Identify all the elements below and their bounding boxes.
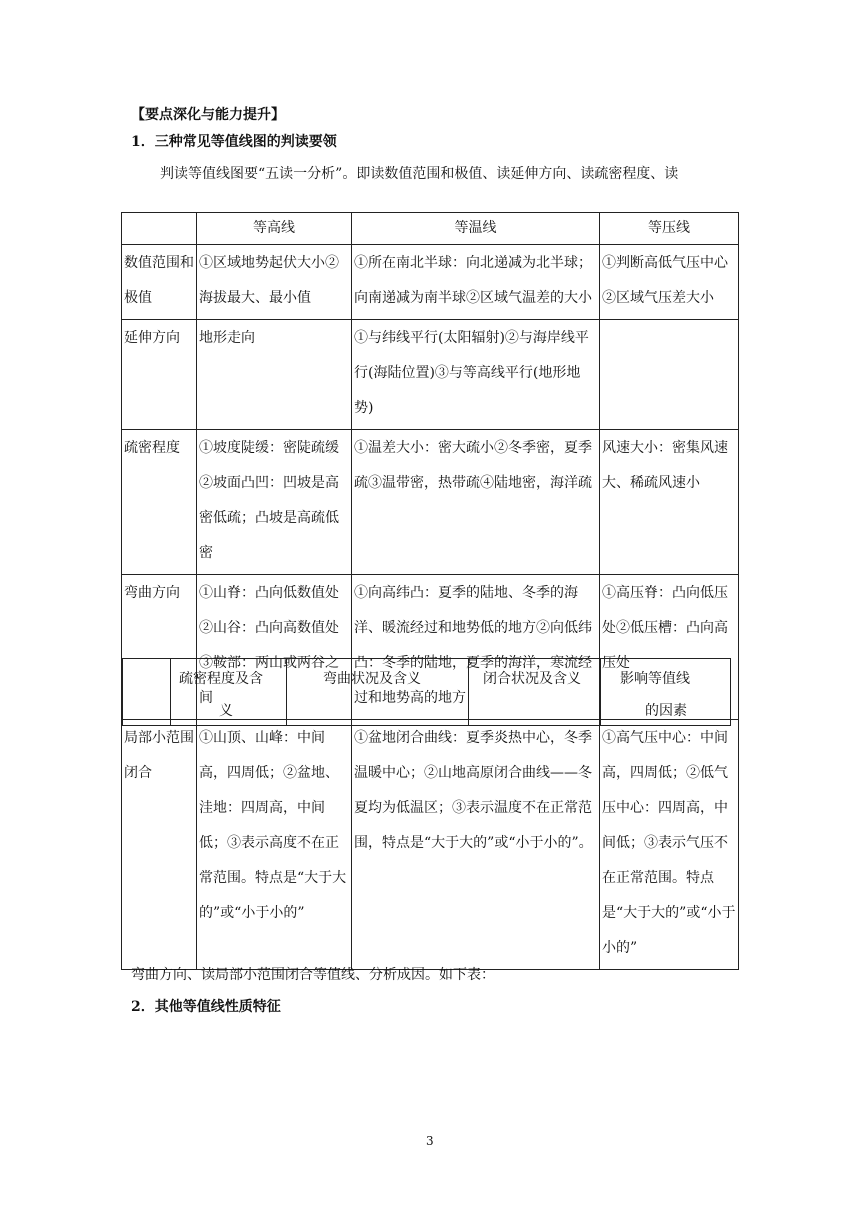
cell-contour: 地形走向 xyxy=(197,320,352,430)
table-row xyxy=(122,720,739,970)
row-label: 局部小范围闭合 xyxy=(122,720,197,970)
overlay-col1-label-cont: 义 xyxy=(219,703,233,719)
section-heading: 【要点深化与能力提升】 xyxy=(131,107,285,123)
cell-isotherm: ①与纬线平行(太阳辐射)②与海岸线平行(海陆位置)③与等高线平行(地形地势) xyxy=(352,320,600,430)
cell-isotherm: ①所在南北半球：向北递减为北半球；向南递减为南半球②区域气温差的大小 xyxy=(352,245,600,320)
row-label: 延伸方向 xyxy=(122,320,197,430)
header-isobar: 等压线 xyxy=(600,213,739,245)
overlay-col1-label: 疏密程度及含 xyxy=(179,671,263,687)
item2-heading: 2．其他等值线性质特征 xyxy=(131,999,281,1015)
after-table-paragraph: 弯曲方向、读局部小范围闭合等值线、分析成因。如下表： xyxy=(131,967,495,983)
header-isotherm: 等温线 xyxy=(352,213,600,245)
cell-contour: ①山脊：凸向低数值处②山谷：凸向高数值处③鞍部：两山或两谷之间 xyxy=(197,575,352,720)
overlay-col3-label: 闭合状况及含义 xyxy=(483,671,581,687)
cell-contour: ①坡度陡缓：密陡疏缓②坡面凸凹：凹坡是高密低疏；凸坡是高疏低密 xyxy=(197,430,352,575)
header-blank xyxy=(122,213,197,245)
overlay-divider xyxy=(468,659,469,725)
cell-isotherm: ①盆地闭合曲线：夏季炎热中心，冬季温暖中心；②山地高原闭合曲线——冬夏均为低温区；③表示温度不在正常范围，特点是“大于大的”或“小于小的”。 xyxy=(352,720,600,970)
cell-isobar: ①高气压中心：中间高，四周低；②低气压中心：四周高，中间低；③表示气压不在正常范围。特点是“大于大的”或“小于小的” xyxy=(600,720,739,970)
overlay-col2-label: 弯曲状况及含义 xyxy=(323,671,421,687)
table-header-row xyxy=(122,213,739,245)
row-label: 数值范围和极值 xyxy=(122,245,197,320)
cell-contour: ①山顶、山峰：中间高，四周低；②盆地、洼地：四周高，中间低；③表示高度不在正常范围。特点是“大于大的”或“小于小的” xyxy=(197,720,352,970)
intro-paragraph: 判读等值线图要“五读一分析”。即读数值范围和极值、读延伸方向、读疏密程度、读 xyxy=(160,166,679,182)
row-label: 疏密程度 xyxy=(122,430,197,575)
overlay-divider xyxy=(600,659,601,725)
row-label: 弯曲方向 xyxy=(122,575,197,720)
cell-isotherm: ①向高纬凸：夏季的陆地、冬季的海洋、暖流经过和地势低的地方②向低纬凸：冬季的陆地，夏季的海洋，寒流经过和地势高的地方 xyxy=(352,575,600,720)
overlay-divider xyxy=(286,659,287,725)
overlay-col4-label: 影响等值线 xyxy=(620,671,690,687)
cell-isobar: ①高压脊：凸向低压处②低压槽：凸向高压处 xyxy=(600,575,739,720)
page-number: 3 xyxy=(426,1134,434,1148)
cell-contour: ①区域地势起伏大小②海拔最大、最小值 xyxy=(197,245,352,320)
overlay-divider xyxy=(170,659,171,725)
table-row xyxy=(122,320,739,430)
header-contour: 等高线 xyxy=(197,213,352,245)
cell-isobar xyxy=(600,320,739,430)
overlay-col4-label-cont: 的因素 xyxy=(645,703,687,719)
cell-isobar: 风速大小：密集风速大、稀疏风速小 xyxy=(600,430,739,575)
cell-isobar: ①判断高低气压中心②区域气压差大小 xyxy=(600,245,739,320)
table-row xyxy=(122,430,739,575)
overlapping-table-header xyxy=(122,658,731,726)
item1-heading: 1．三种常见等值线图的判读要领 xyxy=(131,134,337,150)
isoline-comparison-table xyxy=(121,212,739,970)
table-row xyxy=(122,245,739,320)
cell-isotherm: ①温差大小：密大疏小②冬季密，夏季疏③温带密，热带疏④陆地密，海洋疏 xyxy=(352,430,600,575)
